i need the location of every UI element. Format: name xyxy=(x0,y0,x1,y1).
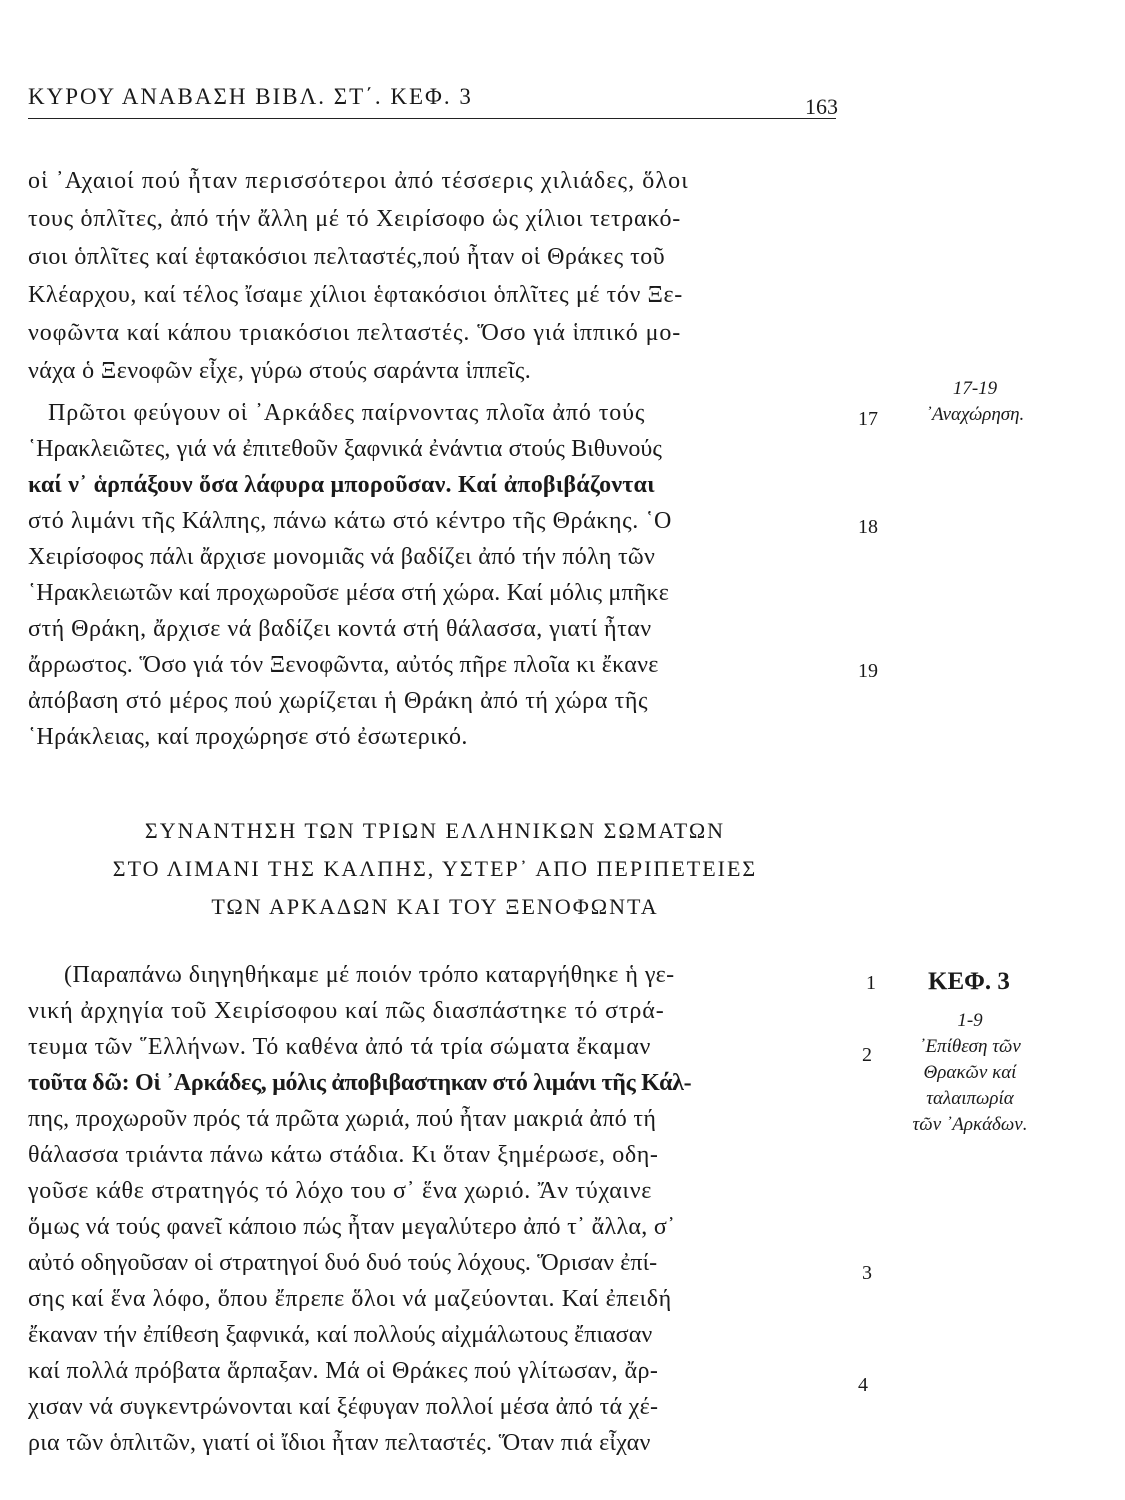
text-line: πης, προχωροῦν πρός τά πρῶτα χωριά, πού ἦταν μακριά ἀπό τή xyxy=(28,1106,657,1132)
heading-line: ΤΩΝ ΑΡΚΑΔΩΝ ΚΑΙ ΤΟΥ ΞΕΝΟΦΩΝΤΑ xyxy=(211,894,659,919)
text-line: νική ἀρχηγία τοῦ Χειρίσοφου καί πῶς διασπάστηκε τό στρά- xyxy=(28,998,665,1024)
text-line: ῾Ηρακλειωτῶν καί προχωροῦσε μέσα στή χώρα. Καί μόλις μπῆκε xyxy=(28,580,670,606)
text-line: σης καί ἕνα λόφο, ὅπου ἔπρεπε ὅλοι νά μαζεύονται. Καί ἐπειδή xyxy=(28,1286,672,1312)
verse-number: 3 xyxy=(862,1262,872,1284)
margin-note-attack xyxy=(895,1010,1045,1136)
text-line: Πρῶτοι φεύγουν οἱ ᾿Αρκάδες παίρνοντας πλοῖα ἀπό τούς xyxy=(48,400,646,426)
text-line: αὐτό οδηγοῦσαν οἱ στρατηγοί δυό δυό τούς λόχους. Ὅρισαν ἐπί- xyxy=(28,1250,658,1276)
text-line: νάχα ὁ Ξενοφῶν εἶχε, γύρω στούς σαράντα ἱππεῖς. xyxy=(28,358,532,384)
text-line: καί ν᾿ ἁρπάξουν ὅσα λάφυρα μποροῦσαν. Καί ἀποβιβάζονται xyxy=(28,472,655,498)
section-heading xyxy=(30,818,840,928)
heading-line: ΣΥΝΑΝΤΗΣΗ ΤΩΝ ΤΡΙΩΝ ΕΛΛΗΝΙΚΩΝ ΣΩΜΑΤΩΝ xyxy=(144,818,726,843)
verse-number: 19 xyxy=(858,660,878,682)
verse-number: 17 xyxy=(858,408,878,430)
margin-note-line: ταλαιπωρία xyxy=(926,1088,1014,1109)
text-line: (Παραπάνω διηγηθήκαμε μέ ποιόν τρόπο καταργήθηκε ἡ γε- xyxy=(64,962,675,988)
text-line: σιοι ὁπλῖτες καί ἑφτακόσιοι πελταστές,πού ἦταν οἱ Θράκες τοῦ xyxy=(28,244,666,270)
verse-number: 1 xyxy=(866,972,876,994)
text-line: τους ὁπλῖτες, ἀπό τήν ἄλλη μέ τό Χειρίσοφο ὡς χίλιοι τετρακό- xyxy=(28,206,681,232)
text-line: νοφῶντα καί κάπου τριακόσιοι πελταστές. Ὅσο γιά ἱππικό μο- xyxy=(28,320,682,346)
text-line: ὅμως νά τούς φανεῖ κάποιο πώς ἦταν μεγαλύτερο ἀπό τ᾿ ἄλλα, σ᾿ xyxy=(28,1214,676,1240)
text-line: τοῦτα δῶ: Οἱ ᾿Αρκάδες, μόλις ἀποβιβαστηκαν στό λιμάνι τῆς Κάλ- xyxy=(28,1070,692,1096)
text-line: θάλασσα τριάντα πάνω κάτω στάδια. Κι ὅταν ξημέρωσε, οδη- xyxy=(28,1142,659,1168)
text-line: ρια τῶν ὁπλιτῶν, γιατί οἱ ἴδιοι ἦταν πελταστές. Ὅταν πιά εἶχαν xyxy=(28,1430,651,1456)
paragraph-departure xyxy=(28,400,848,780)
text-line: ἔκαναν τήν ἐπίθεση ξαφνικά, καί πολλούς αἰχμάλωτους ἔπιασαν xyxy=(28,1322,653,1348)
header-rule xyxy=(28,118,836,119)
paragraph-chapter-3 xyxy=(28,962,848,1482)
margin-note-line: τῶν ᾿Αρκάδων. xyxy=(912,1114,1028,1135)
text-line: τευμα τῶν ῞Ελλήνων. Τό καθένα ἀπό τά τρία σώματα ἔκαμαν xyxy=(28,1034,651,1060)
page-number: 163 xyxy=(805,94,838,119)
running-header xyxy=(28,84,838,118)
verse-number: 2 xyxy=(862,1044,872,1066)
text-line: στή Θράκη, ἄρχισε νά βαδίζει κοντά στή θάλασσα, γιατί ἦταν xyxy=(28,616,652,642)
text-line: ῾Ηρακλειῶτες, γιά νά ἐπιτεθοῦν ξαφνικά ἐνάντια στούς Βιθυνούς xyxy=(28,436,663,462)
margin-note-title: ᾿Αναχώρηση. xyxy=(925,404,1025,425)
margin-note-range: 17-19 xyxy=(952,378,998,399)
heading-line: ΣΤΟ ΛΙΜΑΝΙ ΤΗΣ ΚΑΛΠΗΣ, ΥΣΤΕΡ᾿ ΑΠΟ ΠΕΡΙΠΕΤΕΙΕΣ xyxy=(112,856,758,881)
running-title: ΚΥΡΟΥ ΑΝΑΒΑΣΗ ΒΙΒΛ. ΣΤ΄. ΚΕΦ. 3 xyxy=(28,84,473,109)
text-line: ἄρρωστος. Ὅσο γιά τόν Ξενοφῶντα, αὐτός πῆρε πλοῖα κι ἔκανε xyxy=(28,652,659,678)
margin-note-range: 1-9 xyxy=(957,1010,983,1031)
verse-number: 18 xyxy=(858,516,878,538)
paragraph-continuation xyxy=(28,168,848,398)
margin-note-line: ᾿Επίθεση τῶν xyxy=(919,1036,1021,1057)
text-line: στό λιμάνι τῆς Κάλπης, πάνω κάτω στό κέντρο τῆς Θράκης. ῾Ο xyxy=(28,508,672,534)
text-line: Κλέαρχου, καί τέλος ἴσαμε χίλιοι ἑφτακόσιοι ὁπλῖτες μέ τόν Ξε- xyxy=(28,282,683,308)
chapter-label: ΚΕΦ. 3 xyxy=(928,968,1010,995)
margin-note-departure xyxy=(900,378,1050,426)
text-line: οἱ ᾿Αχαιοί πού ἦταν περισσότεροι ἀπό τέσσερις χιλιάδες, ὅλοι xyxy=(28,168,689,194)
text-line: καί πολλά πρόβατα ἅρπαξαν. Μά οἱ Θράκες πού γλίτωσαν, ἄρ- xyxy=(28,1358,659,1384)
verse-number: 4 xyxy=(858,1374,868,1396)
text-line: ἀπόβαση στό μέρος πού χωρίζεται ἡ Θράκη ἀπό τή χώρα τῆς xyxy=(28,688,649,714)
text-line: ῾Ηράκλειας, καί προχώρησε στό ἐσωτερικό. xyxy=(28,724,468,750)
text-line: χισαν νά συγκεντρώνονται καί ξέφυγαν πολλοί μέσα ἀπό τά χέ- xyxy=(28,1394,659,1420)
margin-note-line: Θρακῶν καί xyxy=(923,1062,1017,1083)
text-line: Χειρίσοφος πάλι ἄρχισε μονομιᾶς νά βαδίζει ἀπό τήν πόλη τῶν xyxy=(28,544,656,570)
text-line: γοῦσε κάθε στρατηγός τό λόχο του σ᾿ ἕνα χωριό. Ἄν τύχαινε xyxy=(28,1178,653,1204)
